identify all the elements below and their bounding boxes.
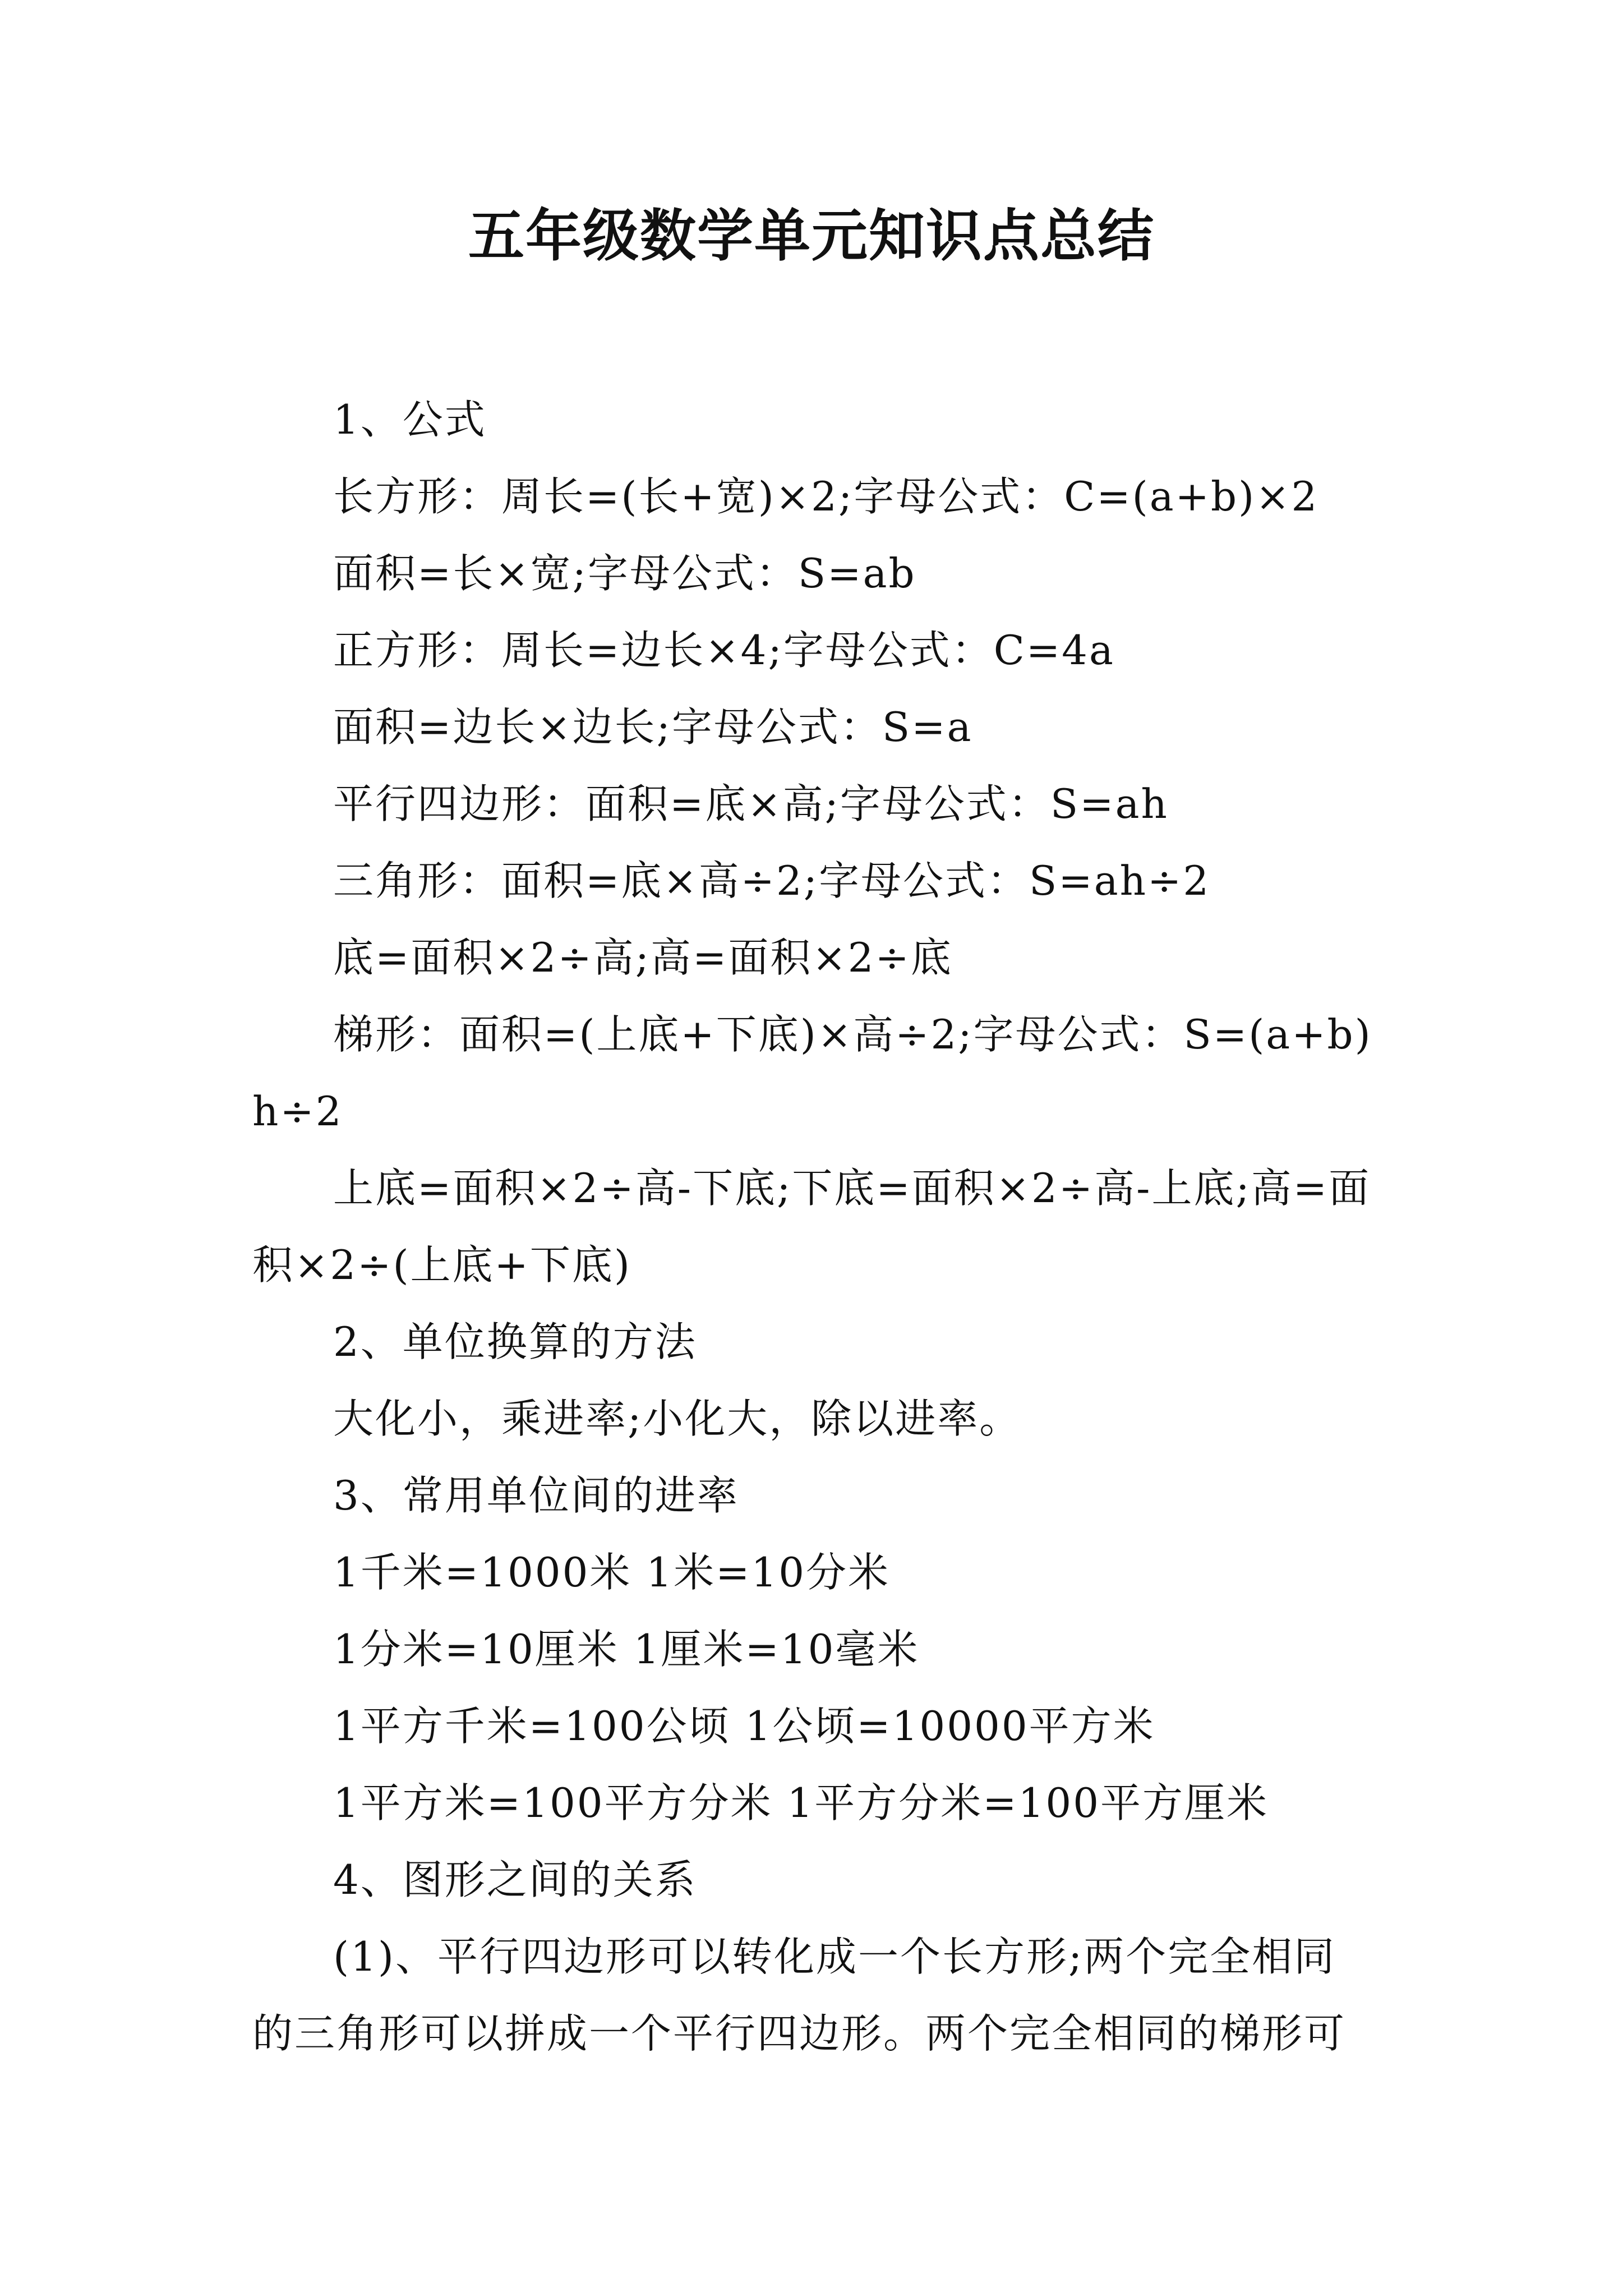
paragraph-rectangle-area: 面积=长×宽;字母公式：S=ab [333,550,916,597]
document-body [252,381,1374,2072]
paragraph-triangle-area: 三角形：面积=底×高÷2;字母公式：S=ah÷2 [333,857,1211,904]
paragraph-square-perimeter: 正方形：周长=边长×4;字母公式：C=4a [333,627,1115,674]
paragraph-unit-dm-cm: 1分米=10厘米 1厘米=10毫米 [333,1626,920,1673]
paragraph-shape-relations: (1)、平行四边形可以转化成一个长方形;两个完全相同的三角形可以拼成一个平行四边形。两个完全相同的梯形可 [252,1933,1347,2057]
paragraph-trapezoid-derived: 上底=面积×2÷高-下底;下底=面积×2÷高-上底;高=面积×2÷(上底+下底) [252,1165,1371,1289]
paragraph-square-area: 面积=边长×边长;字母公式：S=a [333,703,973,751]
paragraph-unit-conversion-rule: 大化小，乘进率;小化大，除以进率。 [333,1395,1022,1442]
paragraph-trapezoid-area: 梯形：面积=(上底+下底)×高÷2;字母公式：S=(a+b)h÷2 [252,1011,1372,1135]
paragraph-unit-m2-dm2: 1平方米=100平方分米 1平方分米=100平方厘米 [333,1779,1269,1826]
section-heading-unit-rates: 3、常用单位间的进率 [333,1472,739,1519]
paragraph-triangle-base-height: 底=面积×2÷高;高=面积×2÷底 [333,934,953,981]
paragraph-rectangle-perimeter: 长方形：周长=(长+宽)×2;字母公式：C=(a+b)×2 [333,473,1319,520]
paragraph-unit-km2-hectare: 1平方千米=100公顷 1公顷=10000平方米 [333,1703,1155,1750]
section-heading-unit-conversion: 2、单位换算的方法 [333,1318,697,1365]
section-heading-formulas: 1、公式 [333,396,487,443]
document-title: 五年级数学单元知识点总结 [468,203,1155,269]
paragraph-unit-km-m: 1千米=1000米 1米=10分米 [333,1549,891,1596]
paragraph-parallelogram-area: 平行四边形：面积=底×高;字母公式：S=ah [333,780,1169,827]
section-heading-shape-relations: 4、图形之间的关系 [333,1856,697,1903]
